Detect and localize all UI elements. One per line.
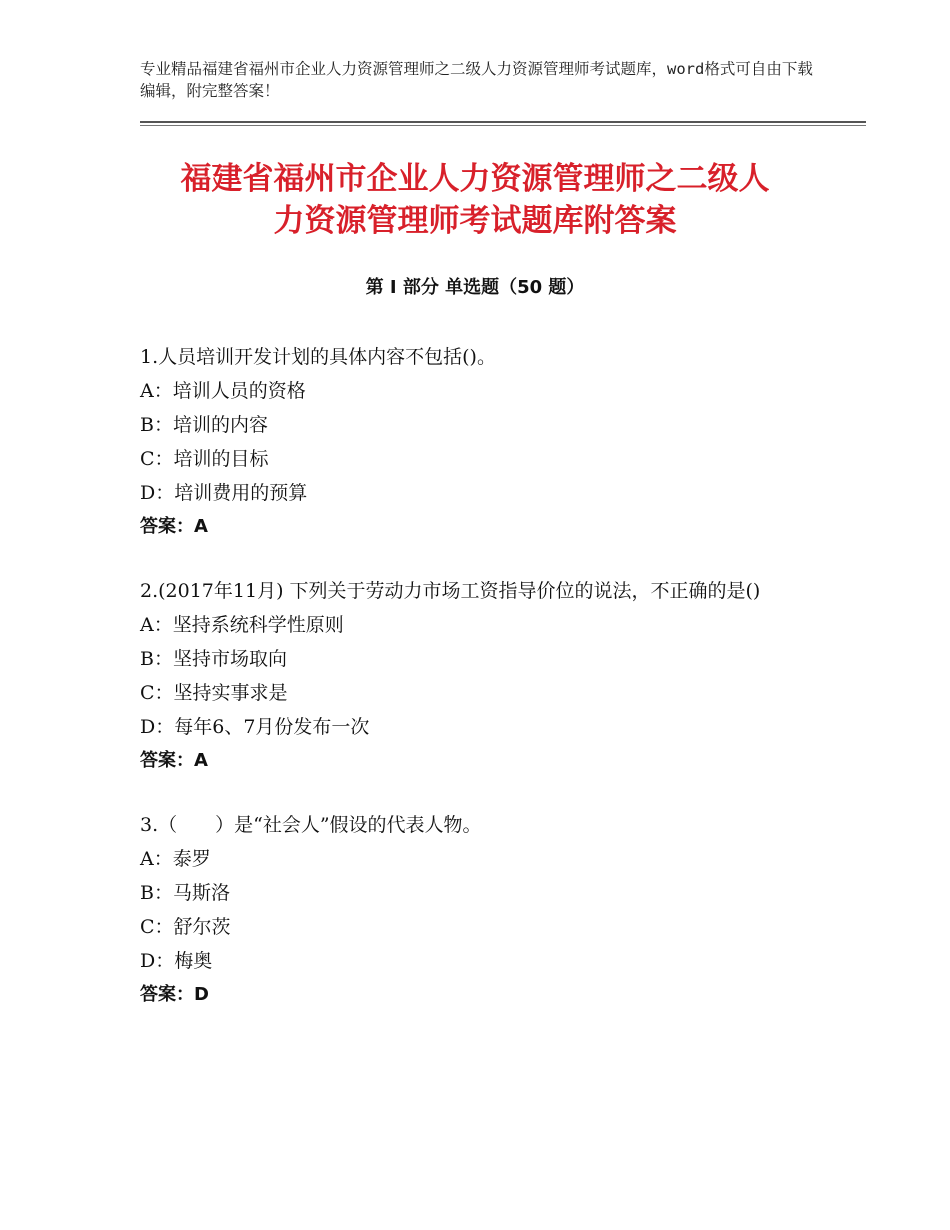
option-c: C：坚持实事求是: [140, 682, 288, 704]
option-a: A：培训人员的资格: [140, 380, 306, 402]
option-b: B：马斯洛: [140, 882, 230, 904]
question-3: [140, 808, 810, 1012]
header-divider-thin: [140, 125, 866, 126]
question-stem: 1.人员培训开发计划的具体内容不包括()。: [140, 346, 496, 368]
option-a: A：坚持系统科学性原则: [140, 614, 344, 636]
option-c: C：舒尔茨: [140, 916, 231, 938]
section-title: 第 I 部分 单选题（50 题）: [365, 277, 585, 298]
question-stem: 3.（ ）是“社会人”假设的代表人物。: [140, 814, 482, 836]
question-2: [140, 574, 810, 778]
question-list: [140, 340, 810, 1042]
option-d: D：培训费用的预算: [140, 482, 308, 504]
answer-label: 答案：A: [140, 750, 208, 771]
title-line-1: 福建省福州市企业人力资源管理师之二级人: [180, 161, 770, 197]
answer-label: 答案：A: [140, 516, 208, 537]
option-b: B：坚持市场取向: [140, 648, 287, 670]
question-stem: 2.(2017年11月) 下列关于劳动力市场工资指导价位的说法，不正确的是(): [140, 580, 761, 602]
option-b: B：培训的内容: [140, 414, 268, 436]
option-d: D：每年6、7月份发布一次: [140, 716, 370, 738]
header-divider-thick: [140, 121, 866, 123]
answer-label: 答案：D: [140, 984, 209, 1005]
title-line-2: 力资源管理师考试题库附答案: [273, 203, 677, 239]
header-note: 专业精品福建省福州市企业人力资源管理师之二级人力资源管理师考试题库，word格式可自由下载编辑，附完整答案！: [140, 60, 813, 100]
option-c: C：培训的目标: [140, 448, 269, 470]
question-1: [140, 340, 810, 544]
document-title: [100, 158, 850, 242]
option-a: A：泰罗: [140, 848, 211, 870]
option-d: D：梅奥: [140, 950, 213, 972]
